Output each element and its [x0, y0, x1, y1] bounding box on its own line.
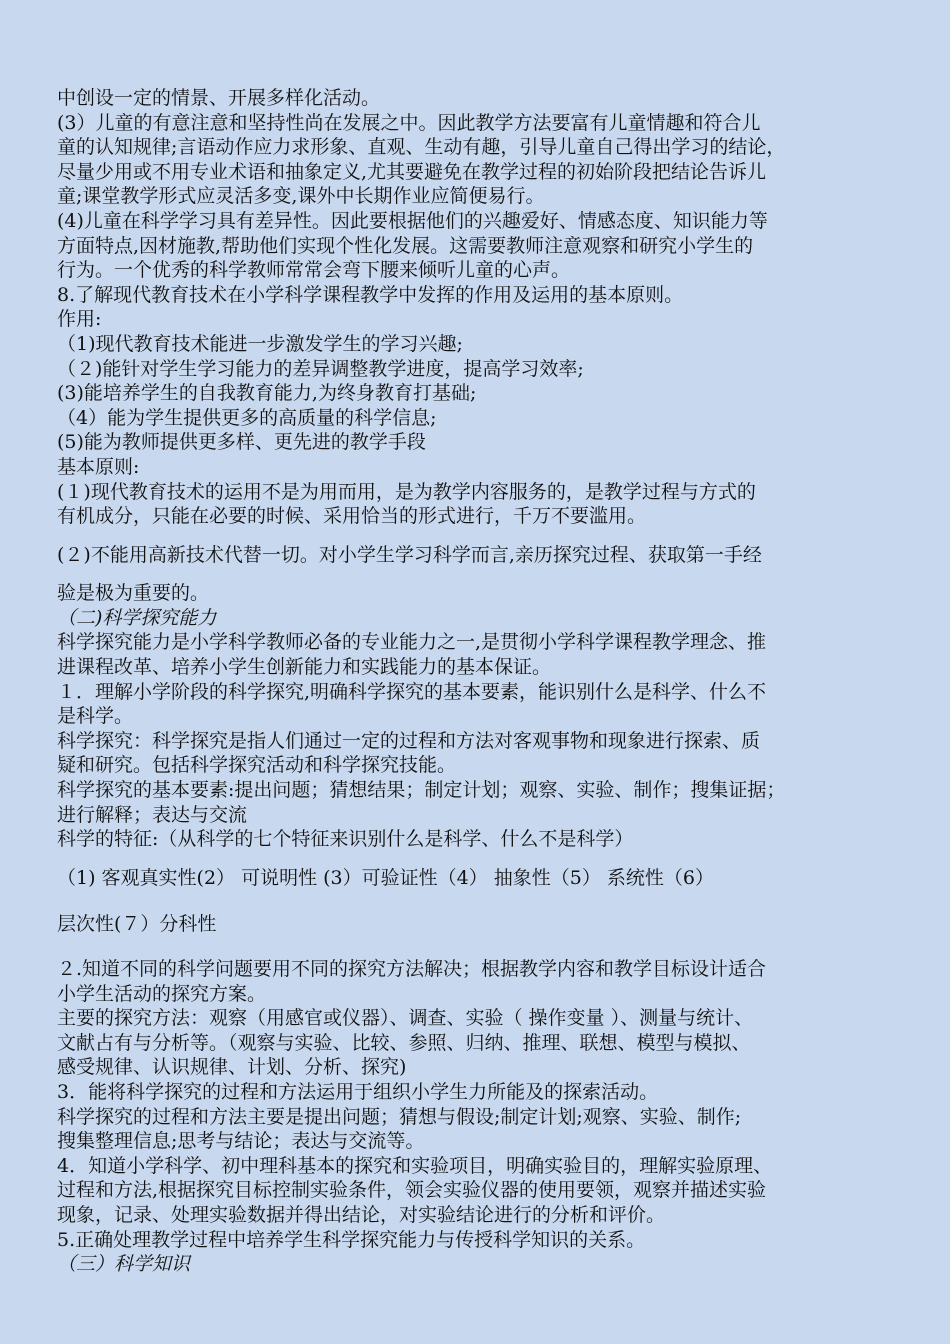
text-line: 科学的特征:（从科学的七个特征来识别什么是科学、什么不是科学） [57, 828, 634, 851]
text-line: 4．知道小学科学、初中理科基本的探究和实验项目，明确实验目的，理解实验原理、 [57, 1154, 773, 1177]
text-line: (１)现代教育技术的运用不是为用而用，是为教学内容服务的，是教学过程与方式的 [57, 480, 756, 503]
text-line: 小学生活动的探究方案。 [57, 982, 267, 1005]
text-line: 是科学。 [57, 705, 134, 728]
section-heading: （二)科学探究能力 [57, 606, 217, 629]
text-line: 童;课堂教学形式应灵活多变,课外中长期作业应简便易行。 [57, 185, 545, 208]
text-line: １．理解小学阶段的科学探究,明确科学探究的基本要素，能识别什么是科学、什么不 [57, 680, 767, 703]
text-line: 中创设一定的情景、开展多样化活动。 [57, 87, 381, 109]
text-line: 3．能将科学探究的过程和方法运用于组织小学生力所能及的探索活动。 [57, 1080, 659, 1103]
text-line: 科学探究的过程和方法主要是提出问题；猜想与假设;制定计划;观察、实验、制作; [57, 1105, 742, 1128]
text-line: 主要的探究方法：观察（用感官或仪器）、调查、实验（ 操作变量 ）、测量与统计、 [57, 1007, 754, 1030]
text-line: 验是极为重要的。 [57, 582, 210, 605]
text-line: (4)儿童在科学学习具有差异性。因此要根据他们的兴趣爱好、情感态度、知识能力等 [57, 209, 768, 232]
section-heading: （三）科学知识 [57, 1253, 191, 1276]
text-line: ２.知道不同的科学问题要用不同的探究方法解决；根据教学内容和教学目标设计适合 [57, 958, 767, 980]
text-line: 疑和研究。包括科学探究活动和科学探究技能。 [57, 754, 457, 777]
text-line: 层次性(７）分科性 [57, 913, 217, 936]
text-line: 感受规律、认识规律、计划、分析、探究) [57, 1056, 407, 1079]
text-line: 文献占有与分析等。（观察与实验、比较、参照、归纳、推理、联想、模型与模拟、 [57, 1031, 751, 1054]
text-line: 过程和方法,根据探究目标控制实验条件，领会实验仪器的使用要领，观察并描述实验 [57, 1179, 767, 1202]
list-item: （２)能针对学生学习能力的差异调整教学进度，提高学习效率; [57, 357, 584, 380]
text-line: 进行解释；表达与交流 [57, 803, 248, 826]
text-line: 童的认知规律;言语动作应力求形象、直观、生动有趣，引导儿童自己得出学习的结论， [57, 136, 786, 159]
text-line: 搜集整理信息;思考与结论；表达与交流等。 [57, 1130, 425, 1153]
subheading: 基本原则: [57, 455, 140, 478]
text-line: 科学探究能力是小学科学教师必备的专业能力之一,是贯彻小学科学课程教学理念、推 [57, 631, 767, 654]
text-line: 科学探究：科学探究是指人们通过一定的过程和方法对客观事物和现象进行探索、质 [57, 729, 761, 752]
text-line: (２)不能用高新技术代替一切。对小学生学习科学而言,亲历探究过程、获取第一手经 [57, 543, 762, 566]
text-line: 进课程改革、培养小学生创新能力和实践能力的基本保证。 [57, 656, 552, 679]
text-line: 行为。一个优秀的科学教师常常会弯下腰来倾听儿童的心声。 [57, 259, 571, 282]
text-line: 方面特点,因材施教,帮助他们实现个性化发展。这需要教师注意观察和研究小学生的 [57, 234, 754, 257]
section-heading: 8.了解现代教育技术在小学科学课程教学中发挥的作用及运用的基本原则。 [57, 283, 684, 306]
list-item: （4）能为学生提供更多的高质量的科学信息; [57, 406, 437, 429]
text-line: (3）儿童的有意注意和坚持性尚在发展之中。因此教学方法要富有儿童情趣和符合儿 [57, 111, 761, 134]
text-line: 现象，记录、处理实验数据并得出结论，对实验结论进行的分析和评价。 [57, 1203, 666, 1226]
subheading: 作用: [57, 308, 102, 331]
text-line: 科学探究的基本要素:提出问题；猜想结果；制定计划；观察、实验、制作；搜集证据； [57, 779, 786, 802]
text-line: 有机成分，只能在必要的时候、采用恰当的形式进行，千万不要滥用。 [57, 505, 647, 528]
list-item: （1)现代教育技术能进一步激发学生的学习兴趣; [57, 332, 463, 355]
text-line: （1) 客观真实性(2） 可说明性 (3）可验证性（4） 抽象性（5） 系统性（6） [57, 866, 714, 889]
text-line: 5.正确处理教学过程中培养学生科学探究能力与传授科学知识的关系。 [57, 1228, 646, 1251]
text-line: 尽量少用或不用专业术语和抽象定义,尤其要避免在教学过程的初始阶段把结论告诉儿 [57, 160, 767, 183]
list-item: (3)能培养学生的自我教育能力,为终身教育打基础; [57, 382, 477, 405]
list-item: (5)能为教师提供更多样、更先进的教学手段 [57, 431, 426, 454]
